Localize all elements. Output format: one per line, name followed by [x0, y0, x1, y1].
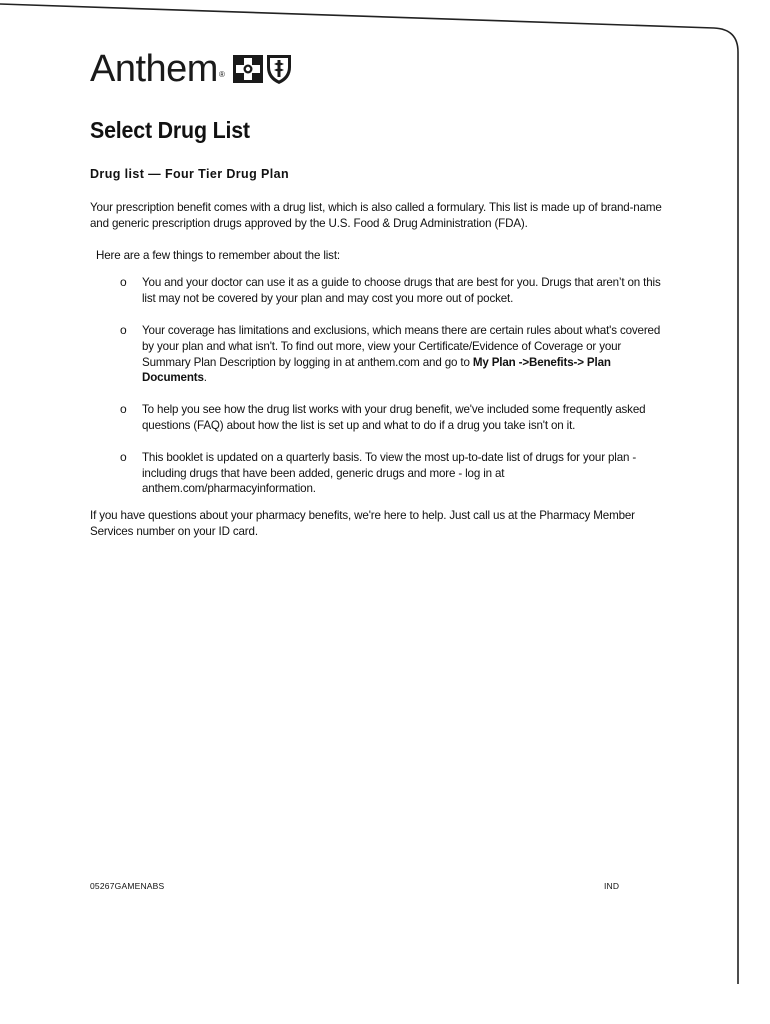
list-item-text-end: .: [203, 371, 207, 385]
blue-shield-icon: [266, 53, 292, 85]
footer-document-code: 05267GAMENABS: [90, 881, 165, 891]
logo-registered-mark: ®: [218, 70, 225, 79]
list-item: [90, 450, 670, 497]
list-item-text: Your coverage has limitations and exclusions, which means there are certain rules about what's covered by your plan and what isn't. To find out more, view your Certificate/Evidence of Coverage or your Summary Plan Description by logging in at anthem.com and go to: [142, 323, 661, 369]
list-item-text: To help you see how the drug list works with your drug benefit, we've included some frequently asked questions (FAQ) about how the list is set up and what to do if a drug you take isn't on it.: [142, 403, 646, 432]
anthem-logo: [90, 48, 292, 90]
list-item-text: You and your doctor can use it as a guide to choose drugs that are best for you. Drugs that aren’t on this list may not be covered by your plan and may cost you more out of pocket.: [142, 276, 661, 306]
list-item: [90, 275, 670, 307]
closing-paragraph: If you have questions about your pharmacy benefits, we're here to help. Just call us at the Pharmacy Member Services number on your ID card.: [90, 509, 635, 538]
list-item: [90, 323, 670, 386]
page-subtitle: Drug list — Four Tier Drug Plan: [90, 167, 289, 181]
reminder-list: [90, 275, 680, 497]
bullet-icon: o: [120, 402, 127, 417]
logo-wordmark: Anthem: [90, 48, 218, 90]
list-lead-in: Here are a few things to remember about the list:: [96, 248, 340, 262]
plan-documents-path: My Plan ->Benefits-> Plan Documents: [142, 355, 611, 385]
bullet-icon: o: [120, 322, 127, 337]
list-item: [90, 402, 670, 434]
footer-market-code: IND: [604, 881, 620, 891]
document-body: [90, 200, 680, 540]
page-title: Select Drug List: [90, 117, 250, 143]
blue-cross-icon: [233, 55, 263, 83]
intro-paragraph: Your prescription benefit comes with a drug list, which is also called a formulary. This list is made up of brand-name and generic prescription drugs approved by the U.S. Food & Drug Administration (FDA).: [90, 201, 662, 230]
bullet-icon: o: [120, 275, 127, 290]
bullet-icon: o: [120, 449, 127, 464]
list-item-text: This booklet is updated on a quarterly basis. To view the most up-to-date list of drugs for your plan - including drugs that have been added, generic drugs and more - log in at anthem.com/pharmacyinformation.: [142, 450, 637, 496]
